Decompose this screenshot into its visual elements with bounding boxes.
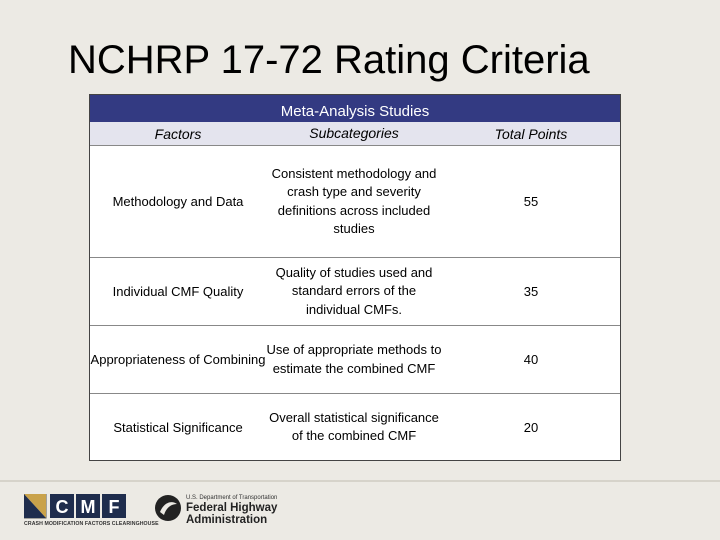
- table-row: [90, 258, 620, 326]
- points-cell: 40: [523, 352, 539, 367]
- table-row: [90, 394, 620, 460]
- fhwa-logo-text: [186, 494, 277, 526]
- slide-title: NCHRP 17-72 Rating Criteria: [68, 38, 590, 82]
- factor-cell: Appropriateness of Combining: [90, 352, 266, 367]
- subcategory-cell: Quality of studies used and standard errors of the individual CMFs.: [275, 264, 433, 317]
- svg-text:M: M: [80, 497, 96, 517]
- table-row: [90, 326, 620, 394]
- fhwa-logo-icon: [154, 494, 182, 527]
- header-total-points: Total Points: [494, 125, 568, 142]
- table-row: [90, 146, 620, 258]
- points-cell: 20: [523, 419, 539, 435]
- subcategory-cell: Use of appropriate methods to estimate the combined CMF: [266, 342, 442, 376]
- fhwa-name-line2: Administration: [186, 514, 268, 526]
- factor-cell: Methodology and Data: [112, 194, 244, 209]
- svg-text:C: C: [55, 497, 69, 517]
- points-cell: 35: [523, 284, 539, 299]
- subcategory-cell: Overall statistical significance of the combined CMF: [269, 409, 439, 443]
- fhwa-dept: U.S. Department of Transportation: [186, 495, 278, 501]
- header-subcategories: Subcategories: [309, 125, 399, 142]
- factor-cell: Individual CMF Quality: [112, 284, 244, 299]
- fhwa-name-line1: Federal Highway: [186, 502, 278, 514]
- subcategory-cell: Consistent methodology and crash type and severity definitions across included studies: [271, 165, 437, 236]
- footer-divider: [0, 480, 720, 482]
- header-factors: Factors: [154, 125, 202, 142]
- factor-cell: Statistical Significance: [113, 419, 243, 435]
- svg-text:F: F: [108, 497, 120, 517]
- points-cell: 55: [523, 194, 539, 209]
- table-banner: Meta-Analysis Studies: [90, 95, 620, 122]
- cmf-subtitle: CRASH MODIFICATION FACTORS CLEARINGHOUSE: [24, 521, 159, 527]
- table-header-row: [90, 122, 620, 146]
- cmf-logo-icon: [24, 494, 130, 520]
- rating-criteria-table: [89, 94, 621, 461]
